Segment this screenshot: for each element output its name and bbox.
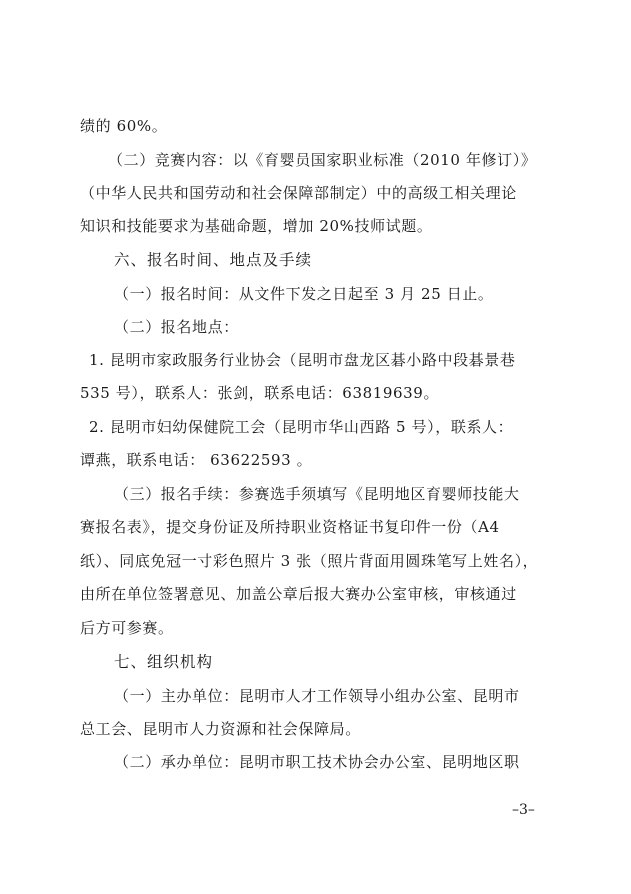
body-text-line: 绩的 60%。 — [80, 117, 168, 135]
body-text-line: 知识和技能要求为基础命题，增加 20%技师试题。 — [80, 217, 433, 235]
section-heading-organization: 七、组织机构 — [114, 653, 214, 671]
location-item-2: 2. 昆明市妇幼保健院工会（昆明市华山西路 5 号），联系人： — [89, 418, 514, 436]
location-item-2-contact: 谭燕，联系电话： 63622593 。 — [80, 451, 313, 469]
body-text-line: 后方可参赛。 — [80, 619, 174, 637]
body-text-line: 赛报名表》，提交身份证及所持职业资格证书复印件一份（A4 — [80, 518, 500, 536]
body-text-line: 纸）、同底免冠一寸彩色照片 3 张（照片背面用圆珠笔写上姓名）， — [80, 552, 539, 570]
registration-time-line: （一）报名时间：从文件下发之日起至 3 月 25 日止。 — [114, 285, 494, 303]
competition-content-line: （二）竞赛内容：以《育婴员国家职业标准（2010 年修订）》 — [108, 151, 537, 169]
location-item-1: 1. 昆明市家政服务行业协会（昆明市盘龙区碁小路中段碁景巷 — [89, 351, 516, 369]
registration-procedure-line: （三）报名手续：参赛选手须填写《昆明地区育婴师技能大 — [114, 485, 520, 503]
registration-location-heading: （二）报名地点： — [114, 318, 239, 336]
page-number: –3– — [512, 802, 535, 818]
organizer-unit-line: （二）承办单位：昆明市职工技术协会办公室、昆明地区职 — [114, 753, 520, 771]
body-text-line: 总工会、昆明市人力资源和社会保障局。 — [80, 720, 361, 738]
body-text-line: （中华人民共和国劳动和社会保障部制定）中的高级工相关理论 — [80, 184, 517, 202]
location-item-1-contact: 535 号），联系人：张剑，联系电话：63819639。 — [80, 384, 440, 402]
body-text-line: 由所在单位签署意见、加盖公章后报大赛办公室审核，审核通过 — [80, 585, 517, 603]
section-heading-registration: 六、报名时间、地点及手续 — [114, 251, 313, 269]
host-unit-line: （一）主办单位：昆明市人才工作领导小组办公室、昆明市 — [114, 687, 520, 705]
